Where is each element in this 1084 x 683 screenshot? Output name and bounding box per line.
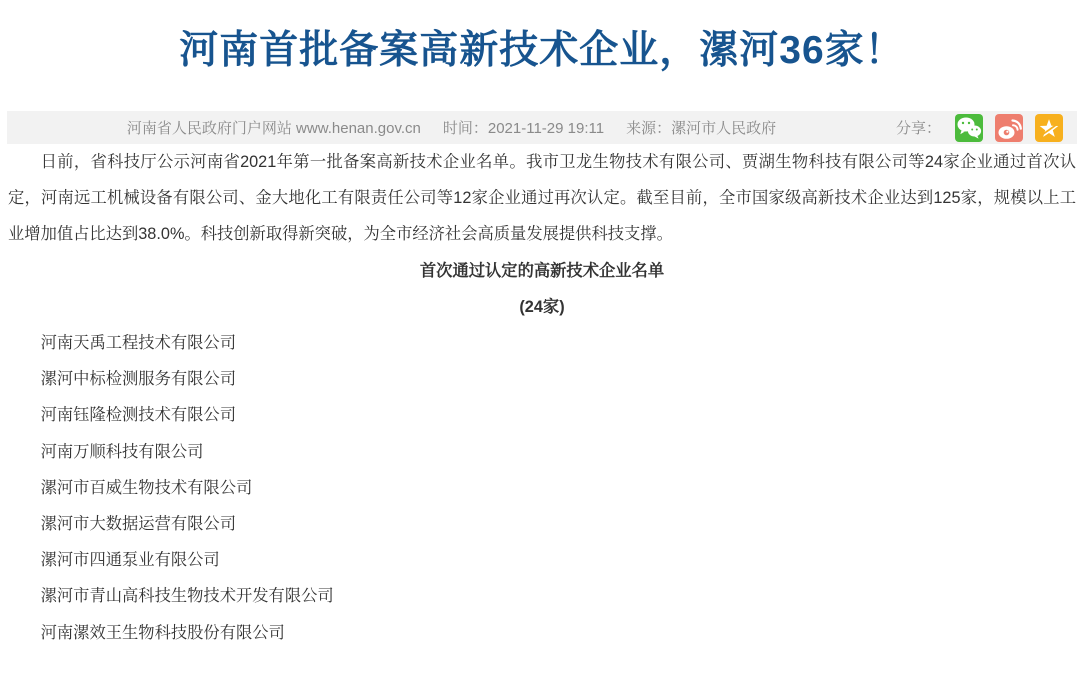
publish-time [443, 117, 604, 138]
article-meta-bar [7, 111, 1077, 144]
weibo-share-button[interactable] [995, 114, 1023, 142]
site-name: 河南省人民政府门户网站 www.henan.gov.cn [126, 120, 421, 137]
weibo-icon [995, 114, 1023, 142]
company-list [8, 325, 1076, 651]
article-meta-info [7, 117, 896, 138]
company-list-item: 河南天禹工程技术有限公司 [40, 334, 236, 353]
article-source-label: 来源： [626, 120, 672, 137]
company-list-item: 漯河中标检测服务有限公司 [40, 370, 236, 389]
list-title: 首次通过认定的高新技术企业名单 [419, 261, 665, 280]
page-title: 河南首批备案高新技术企业，漯河36家！ [179, 29, 905, 72]
company-list-item: 漯河市四通泵业有限公司 [40, 551, 220, 570]
article-source-value: 漯河市人民政府 [671, 120, 777, 137]
list-subtitle: (24家) [519, 297, 565, 316]
wechat-share-button[interactable] [955, 114, 983, 142]
share-label: 分享： [895, 120, 941, 137]
share-toolbar [896, 114, 1077, 142]
article-source [626, 117, 776, 138]
company-list-item: 漯河市百威生物技术有限公司 [40, 478, 253, 497]
wechat-icon [955, 114, 983, 142]
company-list-item: 漯河市青山高科技生物技术开发有限公司 [40, 587, 334, 606]
company-list-item: 河南钰隆检测技术有限公司 [40, 406, 236, 425]
favorite-star-icon [1035, 114, 1063, 142]
company-list-item: 河南万顺科技有限公司 [40, 442, 204, 461]
article-body [8, 144, 1076, 651]
article-paragraph: 日前，省科技厅公示河南省2021年第一批备案高新技术企业名单。我市卫龙生物技术有限公司、贾湖生物科技有限公司等24家企业通过首次认定，河南远工机械设备有限公司、金大地化工有限责任公司等12家企业通过再次认定。截至目前，全市国家级高新技术企业达到125家，规模以上工业增加值占比达到38.0%。科技创新取得新突破，为全市经济社会高质量发展提供科技支撑。 [8, 153, 1076, 244]
company-list-item: 漯河市大数据运营有限公司 [40, 515, 236, 534]
company-list-item: 河南漯效王生物科技股份有限公司 [40, 623, 285, 642]
publish-time-label: 时间： [442, 120, 488, 137]
publish-time-value: 2021-11-29 19:11 [487, 120, 605, 137]
favorite-share-button[interactable] [1035, 114, 1063, 142]
